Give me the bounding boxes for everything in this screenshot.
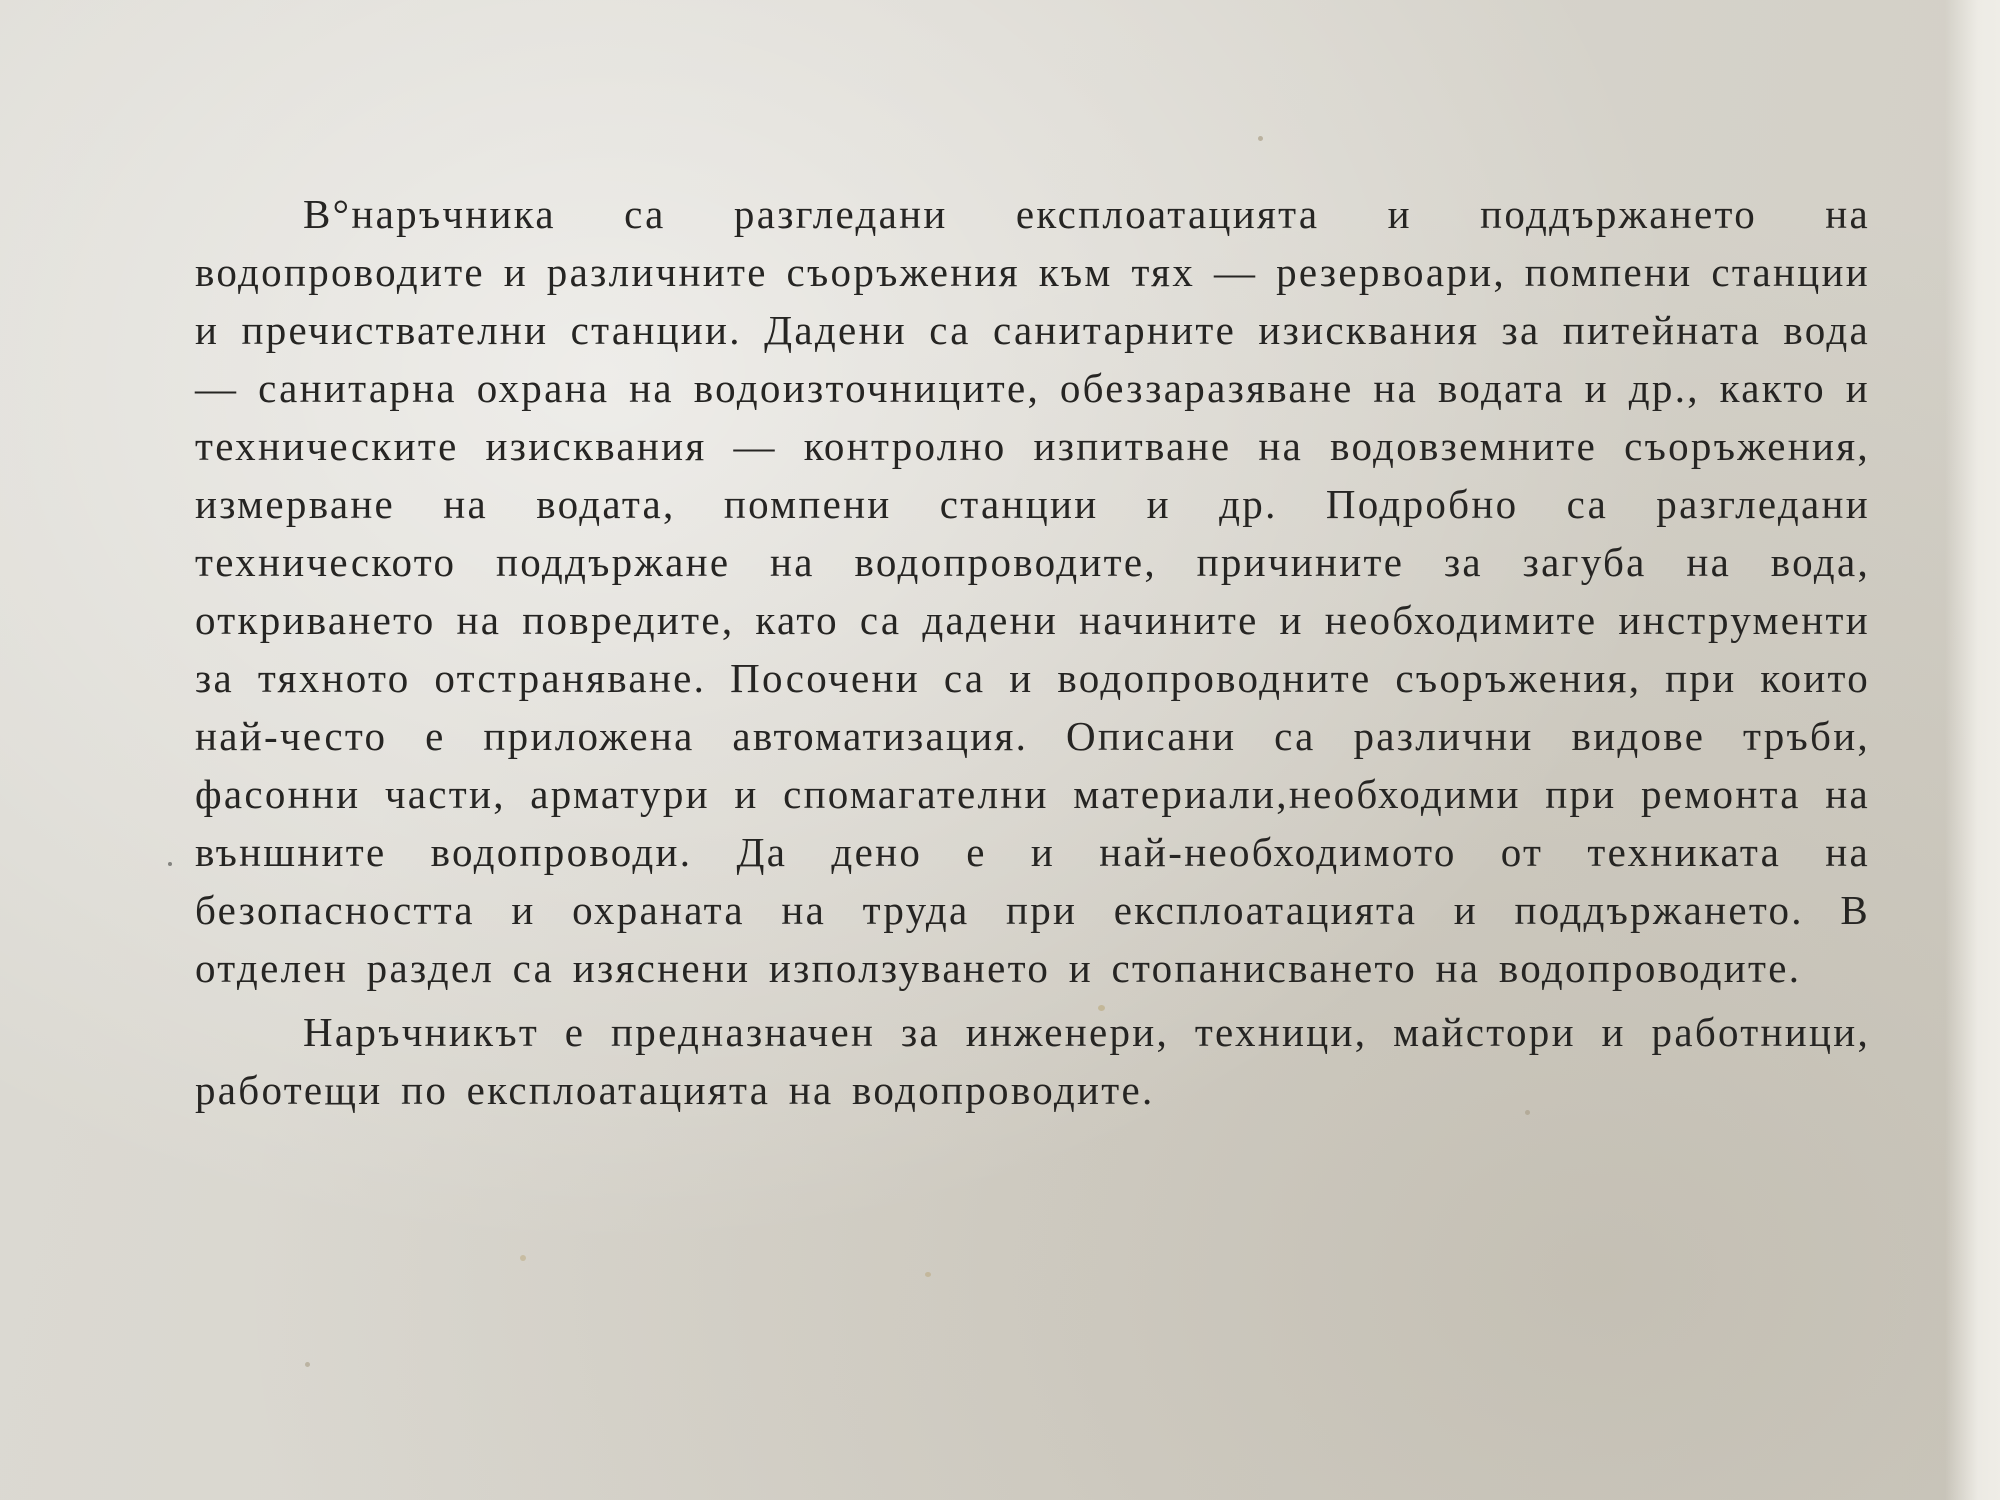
page-edge-shadow [1945,0,2000,1500]
paper-speck [520,1255,526,1261]
paragraph-description: В°наръчника са разгледани експлоатацията и поддържането на водопроводите и различните съоръжения към тях — резервоари, помпени станции и пречиствателни станции. Дадени са санитарните изисквания за питейната вода — санитарна охрана на водоизточниците, обеззаразяване на водата и др., както и техническите изисквания — контролно изпитване на водовземните съоръжения, измерване на водата, помпени станции и др. Подробно са разгледани техническото поддържане на водопроводите, причините за загуба на вода, откриването на повредите, като са дадени начините и необходимите инструменти за тяхното отстраняване. Посочени са и водопроводните съоръжения, при които най-често е приложена автоматизация. Описани са различни видове тръби, фасонни части, арматури и спомагателни материали,необходими при ремонта на външните водопроводи. Да дено е и най-необходимото от техниката на безопасността и охраната на труда при експлоатацията и поддържането. В отделен раздел са изяснени използуването и стопанисването на водопроводите. [195,191,1870,991]
paper-speck [168,862,172,866]
paper-speck [305,1362,310,1367]
paragraph-audience: Наръчникът е предназначен за инженери, техници, майстори и работници, работещи по експлоатацията на водопроводите. [195,1009,1870,1113]
paper-speck [925,1272,931,1277]
body-text [195,185,1870,1119]
paper-speck [1258,136,1263,141]
